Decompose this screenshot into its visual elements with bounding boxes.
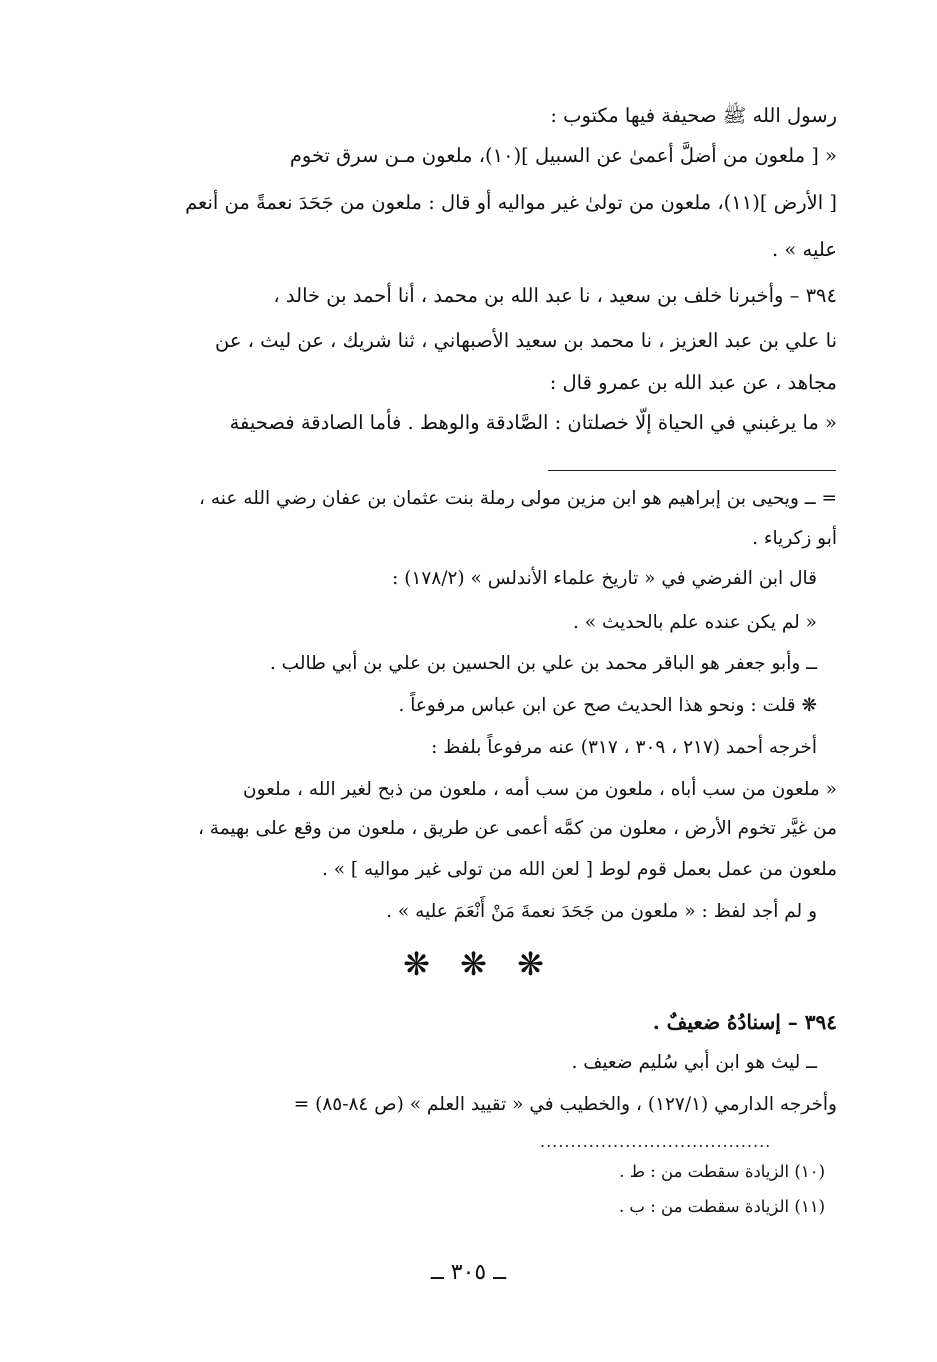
dotted-separator: ......................................: [540, 1132, 772, 1151]
hadith-394-line: ــ ليث هو ابن أبي سُليم ضعيف .: [571, 1052, 817, 1073]
main-text-line: نا علي بن عبد العزيز ، نا محمد بن سعيد الأصبهاني ، ثنا شريك ، عن ليث ، عن: [215, 329, 837, 352]
hadith-394-heading: ٣٩٤ – إسنادُهُ ضعيفٌ .: [652, 1010, 837, 1034]
footnote-line: أخرجه أحمد (٢١٧ ، ٣٠٩ ، ٣١٧) عنه مرفوعاً بلفظ :: [431, 737, 817, 758]
hadith-394-chain-line: ٣٩٤ – وأخبرنا خلف بن سعيد ، نا عبد الله بن محمد ، أنا أحمد بن خالد ،: [273, 284, 837, 307]
main-text-line: « [ ملعون من أضلَّ أعمىٰ عن السبيل ](١٠)، ملعون مـن سرق تخوم: [289, 144, 837, 167]
main-text-line: عليه » .: [772, 238, 837, 261]
footnote-line: أبو زكرياء .: [752, 528, 837, 549]
main-text-line: [ الأرض ](١١)، ملعون من تولىٰ غير مواليه أو قال : ملعون من جَحَدَ نعمةً من أنعم: [185, 191, 837, 214]
footnote-line: ــ وأبو جعفر هو الباقر محمد بن علي بن الحسين بن علي بن أبي طالب .: [269, 653, 817, 674]
hadith-394-line: وأخرجه الدارمي (١٢٧/١) ، والخطيب في « تقييد العلم » (ص ٨٤-٨٥) =: [293, 1094, 837, 1115]
footnote-separator: [548, 470, 836, 471]
footnote-line: « لم يكن عنده علم بالحديث » .: [573, 612, 817, 633]
page-number: ــ ٣٠٥ ــ: [430, 1260, 507, 1285]
footnote-line: ❋ قلت : ونحو هذا الحديث صح عن ابن عباس مرفوعاً .: [398, 695, 817, 716]
reference-note: (١٠) الزيادة سقطت من : ط .: [619, 1162, 825, 1181]
footnote-line: قال ابن الفرضي في « تاريخ علماء الأندلس » (١٧٨/٢) :: [392, 568, 817, 589]
main-text-line: « ما يرغبني في الحياة إلّا خصلتان : الصَّادقة والوهط . فأما الصادقة فصحيفة: [229, 411, 837, 434]
footnote-line: ملعون من عمل بعمل قوم لوط [ لعن الله من تولى غير مواليه ] » .: [321, 859, 837, 880]
footnote-line: = ــ ويحيى بن إبراهيم هو ابن مزين مولى رملة بنت عثمان بن عفان رضي الله عنه ،: [199, 488, 837, 509]
main-text-line: مجاهد ، عن عبد الله بن عمرو قال :: [549, 371, 837, 394]
footnote-line: من غيَّر تخوم الأرض ، معلون من كمَّه أعمى عن طريق ، ملعون من وقع على بهيمة ،: [197, 818, 837, 839]
main-text-line: رسول الله ﷺ صحيفة فيها مكتوب :: [550, 104, 837, 127]
reference-note: (١١) الزيادة سقطت من : ب .: [618, 1197, 825, 1216]
footnote-line: « ملعون من سب أباه ، ملعون من سب أمه ، ملعون من ذبح لغير الله ، ملعون: [242, 779, 837, 800]
footnote-line: و لم أجد لفظ : « ملعون من جَحَدَ نعمةَ مَنْ أَنْعَمَ عليه » .: [386, 901, 817, 922]
separator-stars: ❋ ❋ ❋: [403, 945, 554, 983]
